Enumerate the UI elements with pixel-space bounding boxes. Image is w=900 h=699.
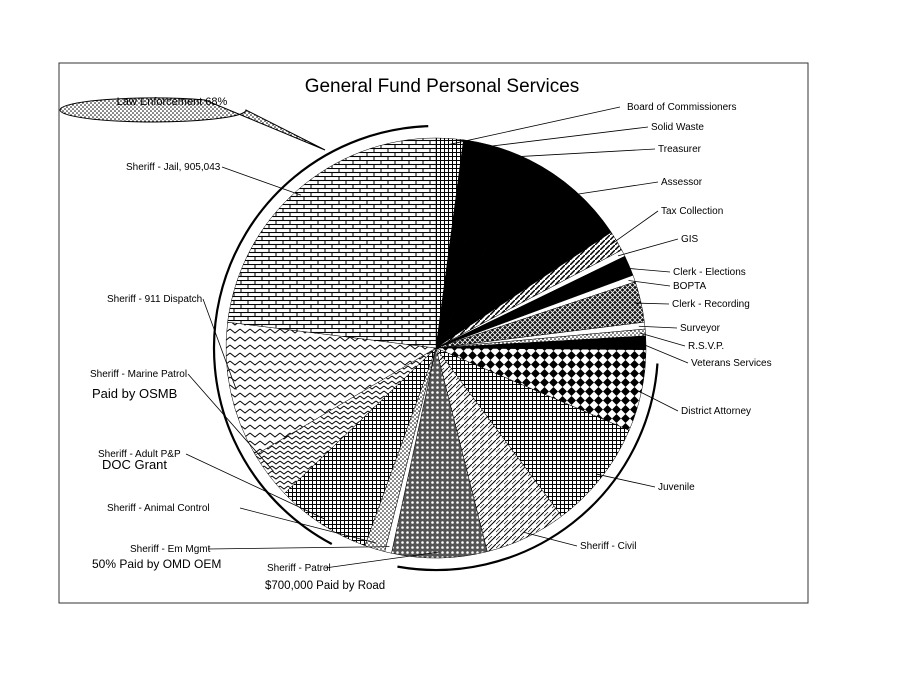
callout [60,96,325,150]
slice-label: Solid Waste [651,122,704,133]
pie-slice [228,138,436,348]
callout-label: Law Enforcement 68% [116,96,228,108]
slice-label: Clerk - Recording [672,299,750,310]
slice-label: R.S.V.P. [688,341,725,352]
leader-line [508,149,655,157]
slice-label: Sheriff - Marine Patrol [90,369,188,380]
slice-label: Veterans Services [691,358,772,369]
leader-line [524,532,577,546]
slice-label: Sheriff - Civil [580,541,637,552]
leader-line [618,239,678,256]
note-road: $700,000 Paid by Road [265,580,386,592]
slice-label: Juvenile [658,482,695,493]
leader-line [596,474,655,487]
chart-title: General Fund Personal Services [304,76,580,97]
slice-label: Assessor [661,177,703,188]
leader-line [571,182,658,195]
slice-label: Sheriff - 911 Dispatch [107,294,203,305]
leader-line [636,390,678,411]
note-osmb: Paid by OSMB [92,386,178,401]
slice-label: GIS [681,234,699,245]
slice-label: Sheriff - Adult P&P [98,449,181,460]
slice-label: Board of Commissioners [627,102,737,113]
slice-label: Treasurer [658,144,701,155]
slice-label: Sheriff - Patrol [267,563,331,574]
slice-label: Sheriff - Em Mgmt [130,544,211,555]
leader-line [208,547,389,549]
leader-line [639,333,685,346]
leader-line [612,211,658,244]
slice-label: Clerk - Elections [673,267,746,278]
slice-label: BOPTA [673,281,707,292]
note-omd-oem: 50% Paid by OMD OEM [92,557,222,571]
leader-line [640,343,688,363]
slice-label: Surveyor [680,323,721,334]
pie-slices [226,138,646,558]
leader-line [325,552,439,568]
slice-label: District Attorney [681,406,752,417]
slice-label: Sheriff - Animal Control [107,503,210,514]
slice-label: Sheriff - Jail, 905,043 [126,162,221,173]
leader-line [476,127,648,148]
note-doc-grant: DOC Grant [102,457,168,472]
leader-line [449,107,620,144]
slice-label: Tax Collection [661,206,724,217]
